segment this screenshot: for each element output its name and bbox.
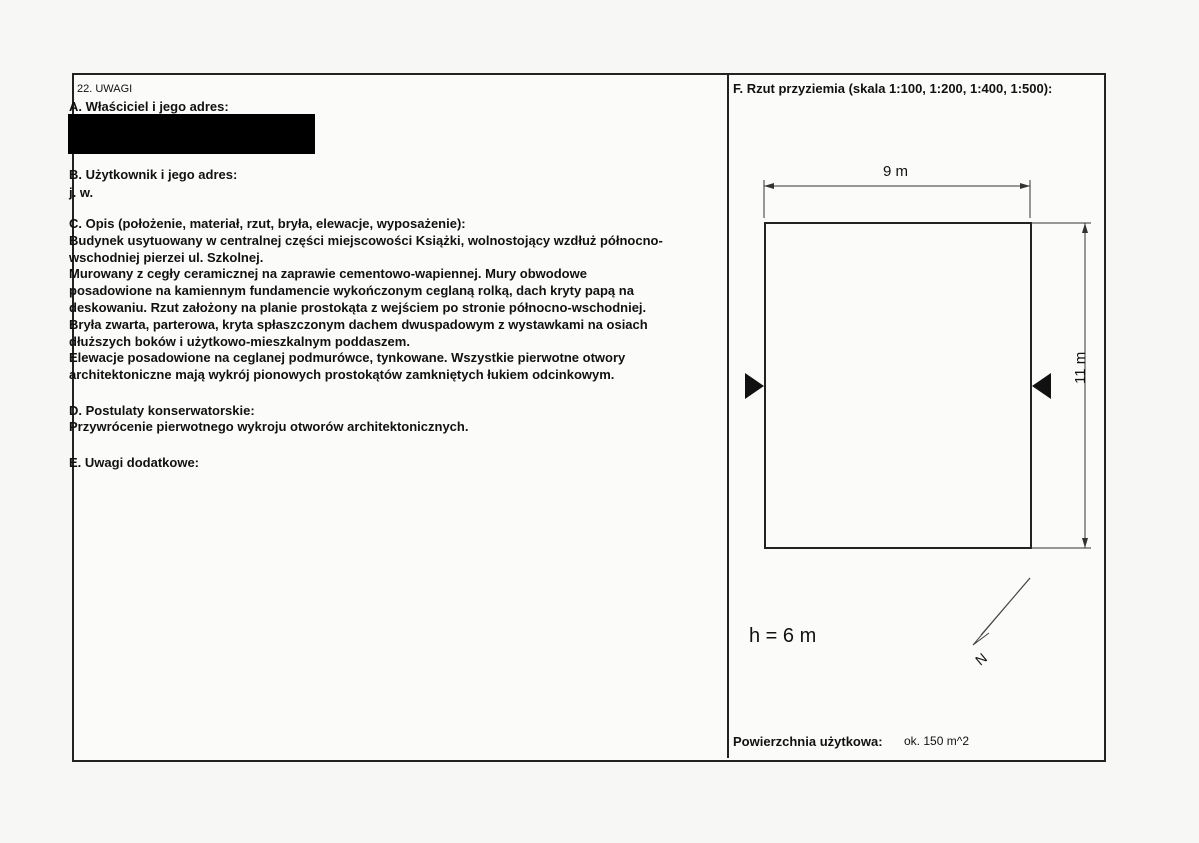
ground-plan-panel [729,73,1106,762]
plan-title: F. Rzut przyziemia (skala 1:100, 1:200, 1:400, 1:500): [733,81,1053,96]
section-marker-left [745,373,764,399]
length-label: 11 m [1072,351,1089,384]
length-arrow-top [1082,223,1088,233]
section-marker-right [1032,373,1051,399]
conservation-heading: D. Postulaty konserwatorskie: [69,403,255,418]
north-label: N [972,649,991,669]
width-arrow-left [764,183,774,189]
description-heading: C. Opis (położenie, materiał, rzut, bryła, elewacje, wyposażenie): [69,216,466,231]
usable-area-value: ok. 150 m^2 [904,734,969,748]
building-outline [765,223,1031,548]
description-line: architektoniczne mają wykrój pionowych prostokątów zamkniętych łukiem odcinkowym. [69,367,615,382]
owner-heading: A. Właściciel i jego adres: [69,99,229,114]
plan-drawing [729,73,1106,762]
description-line: Bryła zwarta, parterowa, kryta spłaszczonym dachem dwuspadowym z wystawkami na osiach [69,317,648,332]
north-arrow-head [973,578,1030,645]
redaction-block [68,114,315,154]
description-line: Murowany z cegły ceramicznej na zaprawie cementowo-wapiennej. Mury obwodowe [69,266,587,281]
conservation-value: Przywrócenie pierwotnego wykroju otworów architektonicznych. [69,419,469,434]
description-line: deskowaniu. Rzut założony na planie prostokąta z wejściem po stronie północno-wschodniej. [69,300,647,315]
length-arrow-bottom [1082,538,1088,548]
user-heading: B. Użytkownik i jego adres: [69,167,238,182]
usable-area-label: Powierzchnia użytkowa: [733,734,883,749]
description-line: posadowione na kamiennym fundamencie wykończonym ceglaną rolką, dach kryty papą na [69,283,634,298]
height-label: h = 6 m [749,625,817,647]
description-line: Budynek usytuowany w centralnej części miejscowości Książki, wolnostojący wzdłuż północno- [69,233,663,248]
width-label: 9 m [883,163,909,180]
remarks-panel [69,73,727,762]
remarks-label: 22. UWAGI [77,83,133,95]
additional-notes-heading: E. Uwagi dodatkowe: [69,455,200,470]
description-line: Elewacje posadowione na ceglanej podmurówce, tynkowane. Wszystkie pierwotne otwory [69,350,626,365]
user-value: j. w. [69,185,94,200]
width-arrow-right [1020,183,1030,189]
description-line: dłuższych boków i użytkowo-mieszkalnym poddaszem. [69,334,410,349]
description-line: wschodniej pierzei ul. Szkolnej. [69,250,264,265]
